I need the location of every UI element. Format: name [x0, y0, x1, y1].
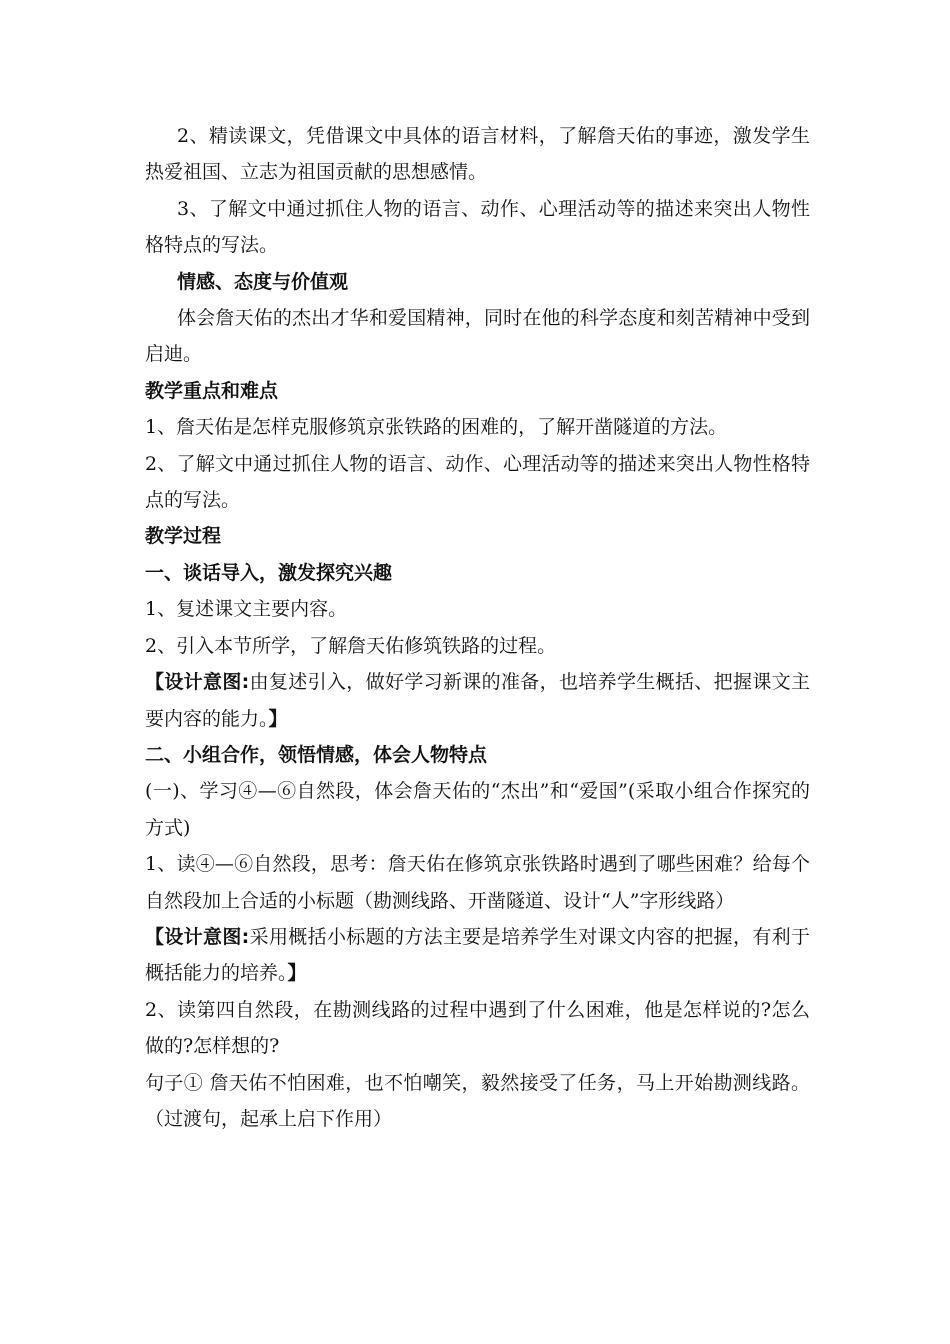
design-intent-end: 】: [268, 707, 288, 730]
design-intent-label: 【设计意图:: [145, 925, 250, 948]
design-intent-note-2: [145, 919, 810, 992]
sentence-1: 句子① 詹天佑不怕困难，也不怕嘲笑，毅然接受了任务，马上开始勘测线路。（过渡句，起承上启下作用）: [145, 1071, 810, 1130]
section-2-heading: 二、小组合作，领悟情感，体会人物特点: [145, 743, 488, 766]
section-1-item-1: 1、复述课文主要内容。: [145, 598, 348, 621]
objective-item-3: 3、了解文中通过抓住人物的语言、动作、心理活动等的描述来突出人物性格特点的写法。: [145, 197, 810, 257]
design-intent-text: 采用概括小标题的方法主要是培养学生对课文内容的把握，有利于概括能力的培养。: [145, 925, 810, 985]
design-intent-text: 由复述引入，做好学习新课的准备，也培养学生概括、把握课文主要内容的能力。: [145, 671, 810, 730]
objective-item-2: 2、精读课文，凭借课文中具体的语言材料，了解詹天佑的事迹，激发学生热爱祖国、立志为祖国贡献的思想感情。: [145, 125, 810, 184]
emotion-heading: 情感、态度与价值观: [177, 270, 349, 293]
design-intent-end: 】: [287, 962, 307, 985]
key-point-2: 2、了解文中通过抓住人物的语言、动作、心理活动等的描述来突出人物性格特点的写法。: [145, 452, 810, 512]
process-heading: 教学过程: [145, 525, 222, 548]
key-points-heading: 教学重点和难点: [145, 379, 279, 402]
section-2-item-2: 2、读第四自然段，在勘测线路的过程中遇到了什么困难，他是怎样说的?怎么做的?怎样想的?: [145, 998, 810, 1058]
section-2-sub-1: (一)、学习④—⑥自然段，体会詹天佑的“杰出”和“爱国”(采取小组合作探究的方式): [145, 780, 810, 839]
section-1-heading: 一、谈话导入，激发探究兴趣: [145, 561, 393, 584]
section-1-item-2: 2、引入本节所学，了解詹天佑修筑铁路的过程。: [145, 634, 557, 657]
document-page: [145, 118, 810, 1137]
key-point-1: 1、詹天佑是怎样克服修筑京张铁路的困难的，了解开凿隧道的方法。: [145, 416, 728, 439]
section-2-item-1: 1、读④—⑥自然段，思考：詹天佑在修筑京张铁路时遇到了哪些困难？给每个自然段加上合适的小标题（勘测线路、开凿隧道、设计“人”字形线路）: [145, 853, 810, 912]
emotion-text: 体会詹天佑的杰出才华和爱国精神，同时在他的科学态度和刻苦精神中受到启迪。: [145, 307, 810, 366]
design-intent-note-1: [145, 664, 810, 737]
design-intent-label: 【设计意图:: [145, 671, 250, 694]
